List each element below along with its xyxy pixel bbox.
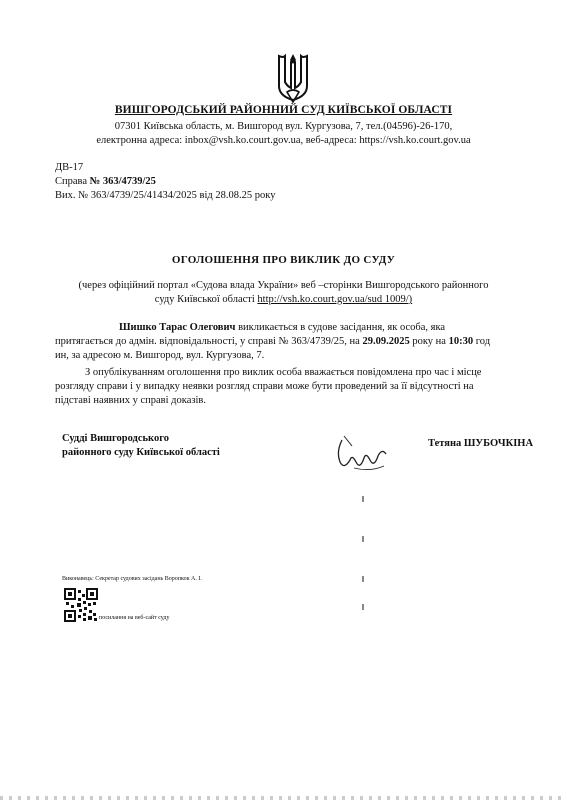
scan-mark (362, 496, 364, 502)
case-number: № 363/4739/25 (89, 176, 156, 187)
summons-text: року на (409, 336, 449, 347)
court-name: ВИШГОРОДСЬКИЙ РАЙОННИЙ СУД КИЇВСЬКОЇ ОБЛАСТІ (114, 104, 453, 116)
hearing-time: 10:30 (448, 336, 474, 347)
subtitle-text: суду Київської області (154, 294, 258, 305)
summons-paragraph-line2 (55, 335, 547, 349)
court-address: 07301 Київська область, м. Вишгород вул. Кургузова, 7, тел.(04596)-26-170, (114, 121, 453, 132)
judge-name: Тетяна ШУБОЧКІНА (428, 438, 534, 449)
executor-line: Виконавець: Секретар судових засідань Воропкок А. І. (62, 576, 202, 582)
qr-caption: посилання на веб-сайт суду (99, 615, 170, 621)
case-number-line (55, 175, 156, 189)
form-code: ДВ-17 (55, 162, 84, 173)
outgoing-number: Вих. № 363/4739/25/41434/2025 від 28.08.25 року (55, 190, 276, 201)
person-name: Шишко Тарас Олегович (119, 322, 236, 333)
court-portal-link[interactable]: http://vsh.ko.court.gov.ua/sud 1009/) (257, 294, 413, 305)
coat-of-arms-trident-icon (273, 52, 313, 104)
scan-mark (362, 536, 364, 542)
handwritten-signature-icon (330, 432, 390, 477)
announcement-subtitle-line2 (0, 293, 567, 307)
summons-text: год (473, 336, 491, 347)
judge-role-line1: Судді Вишгородського (62, 433, 169, 444)
judge-role-line2: районного суду Київської області (62, 447, 220, 458)
hearing-date: 29.09.2025 (362, 336, 410, 347)
announcement-title: ОГОЛОШЕННЯ ПРО ВИКЛИК ДО СУДУ (171, 254, 396, 266)
announcement-subtitle-line1: (через офіційний портал «Судова влада України» веб –сторінки Вишгородського районного (78, 280, 489, 291)
case-prefix: Справа (55, 176, 90, 187)
notice-paragraph-line1: З опублікуванням оголошення про виклик особа вважається повідомлена про час і місце (85, 367, 482, 378)
summons-text: викликається в судове засідання, як особа, яка (235, 322, 446, 333)
qr-code-icon[interactable] (64, 588, 98, 622)
scan-noise-strip (0, 796, 567, 800)
court-contacts: електронна адреса: inbox@vsh.ko.court.gov.ua, веб-адреса: https://vsh.ko.court.gov.ua (96, 135, 471, 146)
scan-mark (362, 576, 364, 582)
summons-paragraph-line3: ин, за адресою м. Вишгород, вул. Кургузова, 7. (55, 350, 265, 361)
notice-paragraph-line3: підставі наявних у справі доказів. (55, 395, 207, 406)
scan-mark (362, 604, 364, 610)
summons-paragraph-line1 (55, 321, 547, 335)
notice-paragraph-line2: розгляду справи і у випадку неявки розгляд справи може бути проведений за її відсутності на (55, 381, 474, 392)
summons-text: притягається до адмін. відповідальності, у справі № 363/4739/25, на (55, 336, 363, 347)
